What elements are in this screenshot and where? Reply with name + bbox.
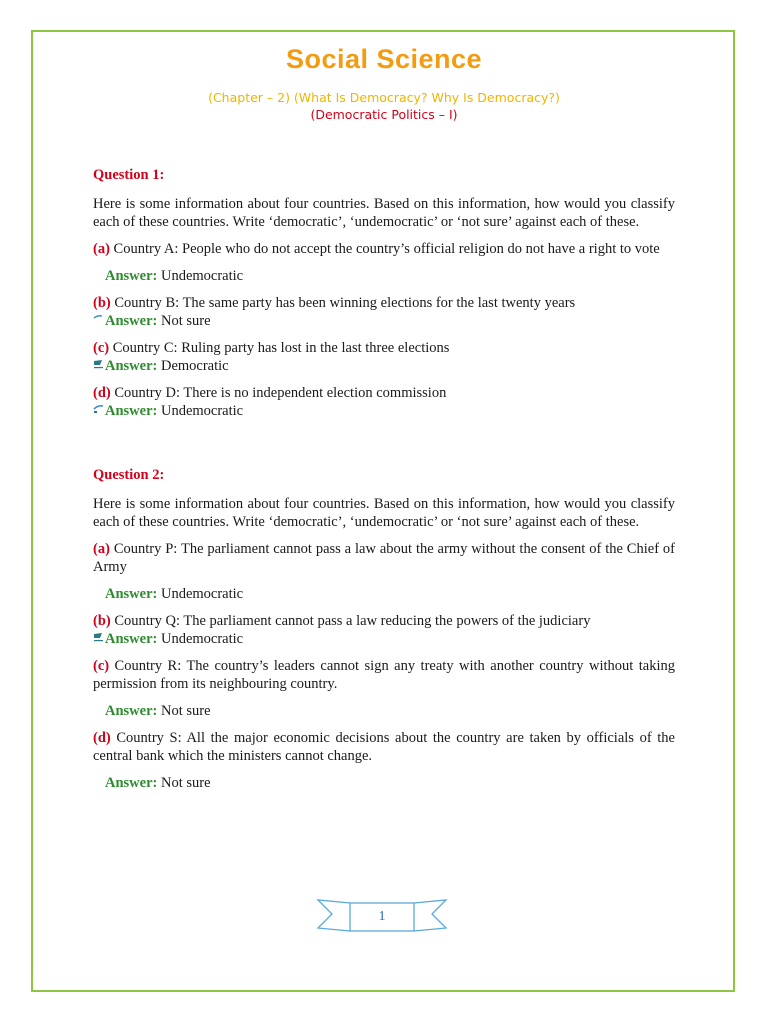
q2-answer-b: [105, 630, 675, 648]
comment-marker-icon: [93, 632, 105, 642]
comment-marker-icon: [93, 359, 105, 369]
answer-text: Not sure: [157, 703, 211, 719]
item-letter: (c): [93, 340, 110, 356]
item-text: Country P: The parliament cannot pass a law about the army without the consent of the Chief of Army: [93, 541, 675, 575]
item-letter: (a): [93, 541, 110, 557]
question-1-heading: Question 1:: [93, 167, 165, 183]
q1-answer-c: [105, 357, 675, 375]
q2-item-c: [93, 657, 675, 693]
q2-answer-d: [105, 774, 675, 792]
item-letter: (d): [93, 385, 111, 401]
answer-text: Undemocratic: [157, 586, 244, 602]
q2-answer-c: [105, 702, 675, 720]
item-letter: (c): [93, 658, 110, 674]
q1-item-c: [93, 339, 675, 357]
q1-answer-d: [105, 402, 675, 420]
answer-text: Democratic: [157, 358, 229, 374]
page-number: 1: [378, 909, 386, 924]
answer-text: Undemocratic: [157, 631, 244, 647]
q2-item-a: [93, 540, 675, 576]
answer-label: Answer:: [105, 403, 158, 419]
item-text: Country D: There is no independent election commission: [110, 385, 447, 401]
q1-answer-a: [105, 267, 675, 285]
q2-item-b: [93, 612, 675, 630]
answer-label: Answer:: [105, 586, 158, 602]
q1-item-b: [93, 294, 675, 312]
question-1-intro: Here is some information about four countries. Based on this information, how would you classify each of these countries. Write ‘democratic’, ‘undemocratic’ or ‘not sure’ against each of these.: [93, 196, 675, 230]
answer-label: Answer:: [105, 703, 158, 719]
answer-text: Not sure: [157, 313, 211, 329]
question-2-intro: Here is some information about four countries. Based on this information, how would you classify each of these countries. Write ‘democratic’, ‘undemocratic’ or ‘not sure’ against each of these.: [93, 496, 675, 530]
q2-answer-a: [105, 585, 675, 603]
book-subtitle: (Democratic Politics – I): [310, 107, 458, 122]
answer-label: Answer:: [105, 775, 158, 791]
item-letter: (b): [93, 613, 111, 629]
q2-item-d: [93, 729, 675, 765]
question-2-heading: Question 2:: [93, 467, 165, 483]
item-text: Country A: People who do not accept the country’s official religion do not have a right to vote: [109, 241, 660, 257]
q1-item-d: [93, 384, 675, 402]
item-text: Country R: The country’s leaders cannot sign any treaty with another country without taking permission from its neighbouring country.: [93, 658, 675, 692]
comment-marker-icon: [93, 314, 105, 324]
answer-text: Undemocratic: [157, 268, 244, 284]
answer-label: Answer:: [105, 268, 158, 284]
q1-item-a: [93, 240, 675, 258]
answer-label: Answer:: [105, 358, 158, 374]
answer-label: Answer:: [105, 631, 158, 647]
q1-answer-b: [105, 312, 675, 330]
item-letter: (d): [93, 730, 111, 746]
chapter-subtitle: (Chapter – 2) (What Is Democracy? Why Is Democracy?): [208, 90, 560, 105]
answer-text: Not sure: [157, 775, 211, 791]
answer-label: Answer:: [105, 313, 158, 329]
answer-text: Undemocratic: [157, 403, 244, 419]
comment-marker-icon: [93, 404, 105, 414]
document-body: [93, 166, 675, 801]
item-text: Country B: The same party has been winning elections for the last twenty years: [110, 295, 576, 311]
page-title: Social Science: [285, 44, 483, 74]
page-number-ribbon: [316, 897, 448, 937]
item-text: Country S: All the major economic decisions about the country are taken by officials of the central bank which the ministers cannot change.: [93, 730, 675, 764]
item-text: Country Q: The parliament cannot pass a law reducing the powers of the judiciary: [110, 613, 591, 629]
item-letter: (b): [93, 295, 111, 311]
item-letter: (a): [93, 241, 110, 257]
item-text: Country C: Ruling party has lost in the last three elections: [109, 340, 450, 356]
